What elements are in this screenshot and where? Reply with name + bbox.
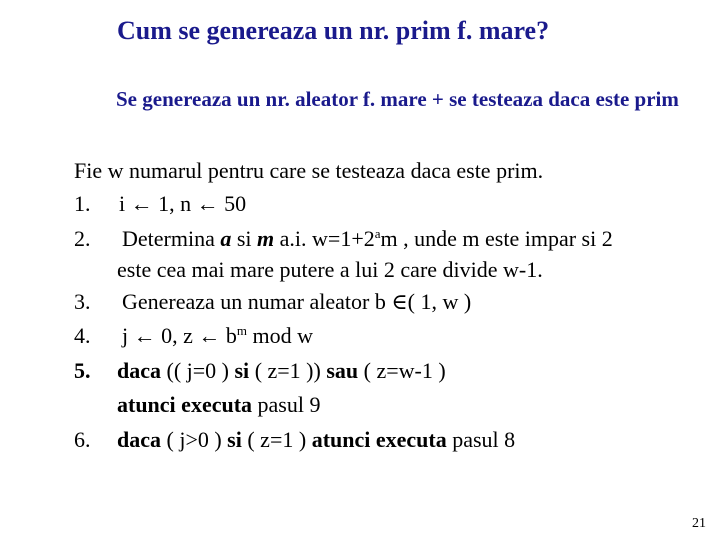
page-number: 21: [692, 516, 706, 531]
step-number: 5.: [74, 358, 91, 383]
step-text: j ← 0, z ← $b^m$ mod w: [122, 323, 314, 348]
step-text: Determina a si m a.i. $w=1+2^am$ , unde m este impar si 2: [122, 226, 613, 251]
step-text: daca ( j>0 ) si ( z=1 ) atunci executa pasul 8: [117, 427, 516, 452]
step-text: Genereaza un numar aleator b ∈( 1, w ): [122, 289, 472, 314]
step-number: 2.: [74, 226, 91, 251]
step-number: 4.: [74, 323, 91, 348]
step-text-continued: atunci executa pasul 9: [117, 392, 321, 417]
step-number: 3.: [74, 289, 91, 314]
slide-subtitle: Se genereaza un nr. aleator f. mare + se testeaza daca este prim: [116, 87, 679, 111]
intro-text: Fie w numarul pentru care se testeaza daca este prim.: [74, 158, 544, 183]
step-number: 6.: [74, 427, 91, 452]
slide-title: Cum se genereaza un nr. prim f. mare?: [117, 16, 550, 45]
step-text: i ← 1, n ← 50: [119, 191, 247, 216]
step-text-continued: este cea mai mare putere a lui 2 care divide w-1.: [117, 257, 543, 282]
step-number: 1.: [74, 191, 91, 216]
step-text: daca (( j=0 ) si ( z=1 )) sau ( z=w-1 ): [117, 358, 446, 383]
